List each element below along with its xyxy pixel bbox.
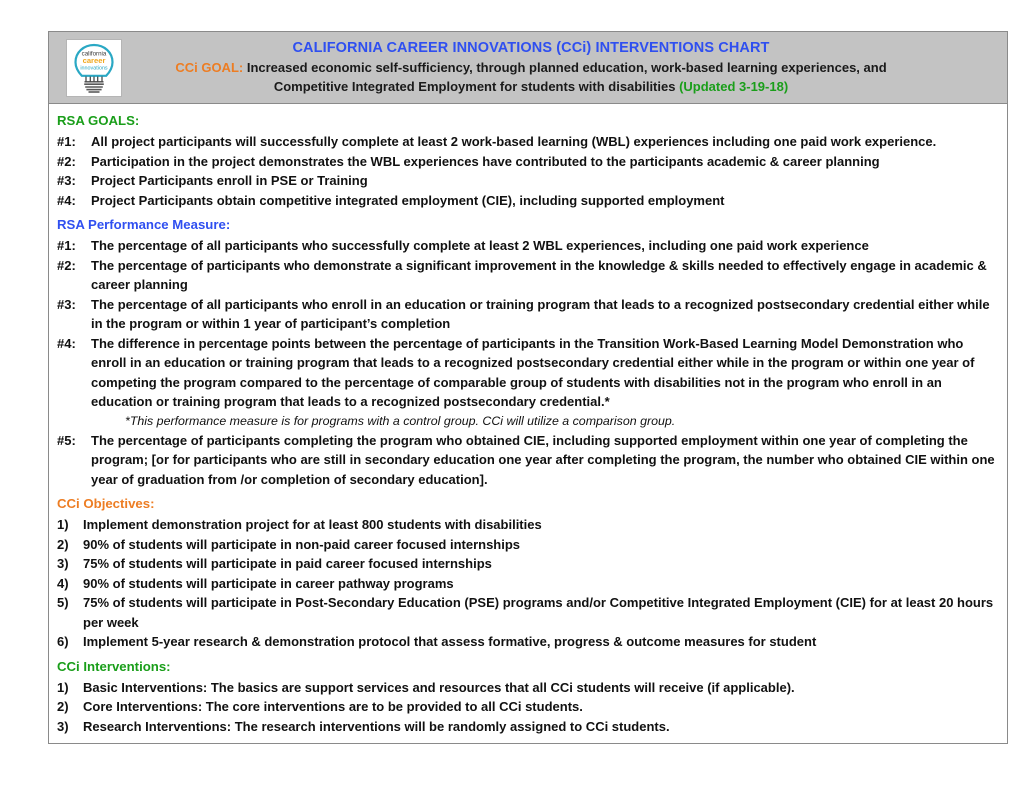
- cci-interventions-list: [57, 678, 997, 737]
- item-marker: 1): [57, 679, 69, 695]
- item-marker: #4:: [57, 335, 76, 351]
- list-item: [57, 535, 997, 555]
- section-spacer: [57, 210, 997, 213]
- section-cci-interventions: [57, 657, 997, 737]
- item-text: Implement 5-year research & demonstration protocol that assess formative, progress & outcome measures for student: [83, 634, 817, 649]
- list-item: [57, 632, 997, 652]
- item-text: The percentage of participants completing the program who obtained CIE, including supported employment within one year of completing the program; [or for participants who are still in secondary education one year after completing the program, the number who obtained CIE within one year of graduation from /or completion of secondary education].: [91, 432, 995, 487]
- item-marker: #4:: [57, 192, 76, 208]
- item-marker: 2): [57, 536, 69, 552]
- list-item: [57, 515, 997, 535]
- interventions-chart-document: [48, 31, 1008, 744]
- rsa-goals-list: [57, 132, 997, 210]
- goal-line-2: [133, 77, 929, 96]
- item-marker: 1): [57, 517, 69, 532]
- item-text: Participation in the project demonstrates the WBL experiences have contributed to the participants academic & career planning: [91, 153, 880, 169]
- section-spacer: [57, 652, 997, 655]
- section-heading-rsa-goals: RSA GOALS:: [57, 113, 140, 128]
- list-item: [57, 132, 997, 152]
- item-text: The percentage of all participants who enroll in an education or training program that leads to a recognized postsecondary credential either while in the program or within 1 year of participant’s completion: [91, 296, 990, 331]
- goal-line-1: [133, 58, 929, 77]
- list-item: [57, 334, 997, 412]
- section-heading-cci-objectives: CCi Objectives:: [57, 496, 155, 511]
- item-text: 90% of students will participate in career pathway programs: [83, 575, 454, 591]
- bulb-base-shape: [84, 84, 104, 92]
- section-cci-objectives: [57, 494, 997, 652]
- rsa-performance-measure-list-continued: [57, 431, 997, 490]
- item-text: The difference in percentage points between the percentage of participants in the Transition Work-Based Learning Model Demonstration who enroll in an education or training program that leads to a recognized postsecondary credential either while in the program or within one year of competing the program compared to the percentage of comparable group of students with disabilities not in the program who enroll in an education or training program that leads to a recognized postsecondary credential.*: [91, 335, 975, 409]
- cci-logo: [66, 39, 122, 97]
- item-text: Research Interventions: The research interventions will be randomly assigned to CCi students.: [83, 718, 670, 734]
- section-rsa-performance-measure: [57, 215, 997, 489]
- section-heading-rsa-performance-measure: RSA Performance Measure:: [57, 217, 231, 232]
- list-item: [57, 593, 997, 632]
- section-heading-cci-interventions: CCi Interventions:: [57, 658, 171, 674]
- item-marker: #1:: [57, 134, 76, 149]
- item-marker: 2): [57, 699, 69, 714]
- section-rsa-goals: [57, 111, 997, 210]
- item-text: All project participants will successfully complete at least 2 work-based learning (WBL) experiences including one paid work experience.: [91, 134, 937, 149]
- item-text: Project Participants obtain competitive integrated employment (CIE), including supported employment: [91, 192, 725, 208]
- item-marker: #1:: [57, 238, 76, 253]
- item-marker: #2:: [57, 257, 76, 273]
- list-item: [57, 717, 997, 737]
- list-item: [57, 574, 997, 594]
- item-text: Basic Interventions: The basics are support services and resources that all CCi students will receive (if applicable).: [83, 679, 795, 695]
- item-marker: 5): [57, 595, 69, 610]
- goal-label: CCi GOAL:: [175, 60, 244, 75]
- document-title: CALIFORNIA CAREER INNOVATIONS (CCi) INTERVENTIONS CHART: [292, 40, 770, 56]
- document-body: [49, 104, 1007, 743]
- list-item: [57, 236, 997, 256]
- item-text: 75% of students will participate in Post-Secondary Education (PSE) programs and/or Competitive Integrated Employment (CIE) for at least 20 hours per week: [83, 595, 994, 630]
- list-item: [57, 295, 997, 334]
- filament-shape: [85, 76, 104, 81]
- list-item: [57, 256, 997, 295]
- cci-objectives-list: [57, 515, 997, 652]
- document-header-banner: [49, 32, 1007, 104]
- section-spacer: [57, 489, 997, 492]
- item-marker: #2:: [57, 153, 76, 169]
- item-marker: #3:: [57, 173, 76, 188]
- list-item: [57, 171, 997, 191]
- updated-date: (Updated 3-19-18): [679, 79, 789, 94]
- list-item: [57, 678, 997, 698]
- item-text: The percentage of participants who demonstrate a significant improvement in the knowledge & skills needed to effectively engage in academic & career planning: [91, 257, 987, 292]
- logo-cell: [49, 32, 133, 103]
- logo-text-career: career: [82, 55, 106, 65]
- item-marker: 6): [57, 634, 69, 649]
- item-text: Project Participants enroll in PSE or Training: [91, 173, 368, 188]
- list-item: [57, 431, 997, 490]
- logo-text-california: california: [81, 50, 107, 57]
- item-marker: 3): [57, 718, 69, 734]
- rsa-performance-measure-list: [57, 236, 997, 412]
- item-marker: 4): [57, 575, 69, 591]
- logo-text-innovations: innovations: [80, 65, 108, 71]
- lightbulb-logo-icon: [69, 42, 119, 94]
- item-marker: #5:: [57, 432, 76, 448]
- list-item: [57, 191, 997, 211]
- item-text: 75% of students will participate in paid career focused internships: [83, 556, 492, 571]
- performance-measure-footnote: *This performance measure is for programs with a control group. CCi will utilize a comparison group.: [125, 413, 676, 428]
- goal-line-1-text: Increased economic self-sufficiency, through planned education, work-based learning experiences, and: [243, 60, 887, 75]
- item-text: The percentage of all participants who successfully complete at least 2 WBL experiences, including one paid work experience: [91, 238, 869, 253]
- item-marker: #3:: [57, 296, 76, 312]
- item-marker: 3): [57, 556, 69, 571]
- list-item: [57, 152, 997, 172]
- list-item: [57, 697, 997, 717]
- item-text: 90% of students will participate in non-paid career focused internships: [83, 536, 521, 552]
- goal-line-2-text: Competitive Integrated Employment for students with disabilities: [273, 79, 680, 94]
- header-text-block: [133, 32, 1007, 103]
- list-item: [57, 554, 997, 574]
- item-text: Core Interventions: The core interventions are to be provided to all CCi students.: [83, 699, 583, 714]
- item-text: Implement demonstration project for at least 800 students with disabilities: [83, 517, 542, 532]
